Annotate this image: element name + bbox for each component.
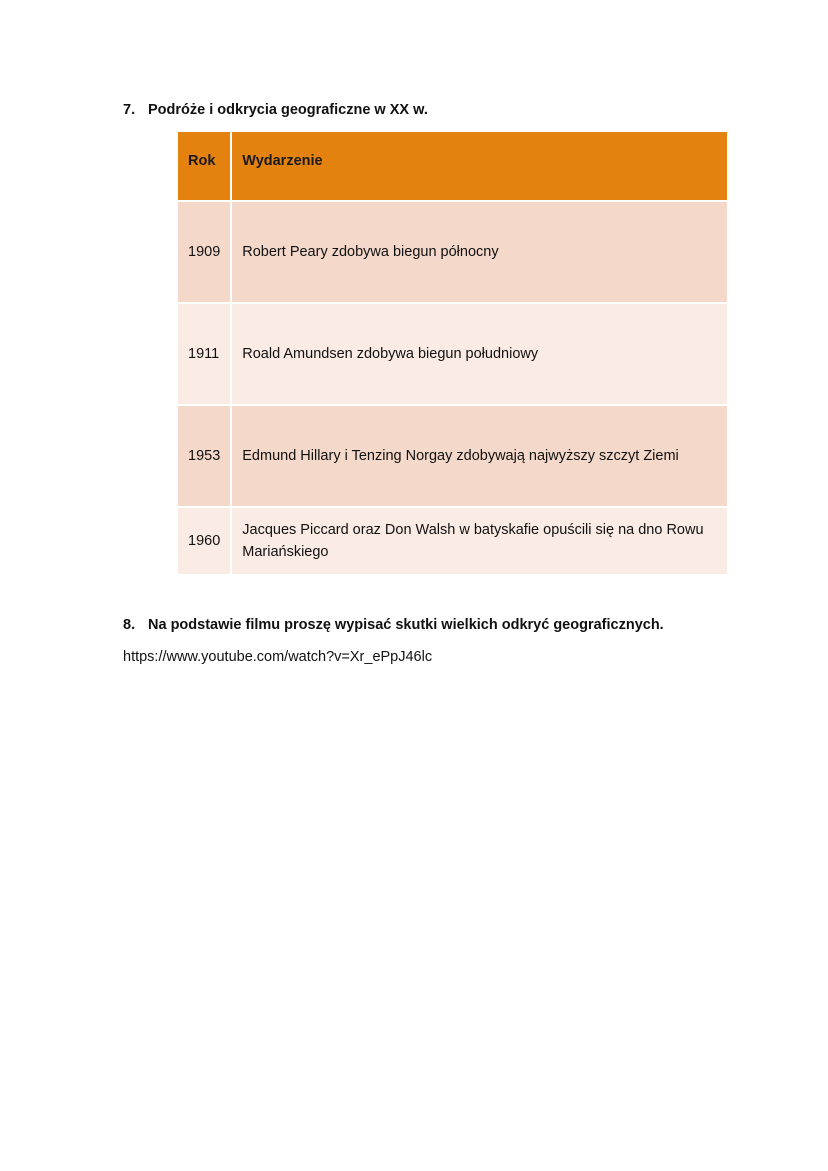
video-link[interactable]: https://www.youtube.com/watch?v=Xr_ePpJ46lc [123,649,433,665]
table-row [178,302,727,404]
header-event: Wydarzenie [232,132,727,200]
section-8-title: Na podstawie filmu proszę wypisać skutki wielkich odkryć geograficznych. [148,617,664,633]
row-event: Roald Amundsen zdobywa biegun południowy [232,302,727,404]
table-row [178,404,727,506]
row-event: Jacques Piccard oraz Don Walsh w batyskafie opuścili się na dno Rowu Mariańskiego [232,506,727,574]
row-event: Edmund Hillary i Tenzing Norgay zdobywają najwyższy szczyt Ziemi [232,404,727,506]
header-year: Rok [178,132,232,200]
section-7-title: Podróże i odkrycia geograficzne w XX w. [148,102,428,118]
row-year: 1911 [178,302,232,404]
table-row [178,506,727,574]
section-7-heading [123,101,428,119]
row-year: 1953 [178,404,232,506]
table-header-row [178,132,727,200]
section-8-number: 8. [123,617,136,633]
events-table [178,132,727,574]
section-8-heading [123,616,664,634]
table-row [178,200,727,302]
row-event: Robert Peary zdobywa biegun północny [232,200,727,302]
row-year: 1960 [178,506,232,574]
section-7-number: 7. [123,102,136,118]
row-year: 1909 [178,200,232,302]
